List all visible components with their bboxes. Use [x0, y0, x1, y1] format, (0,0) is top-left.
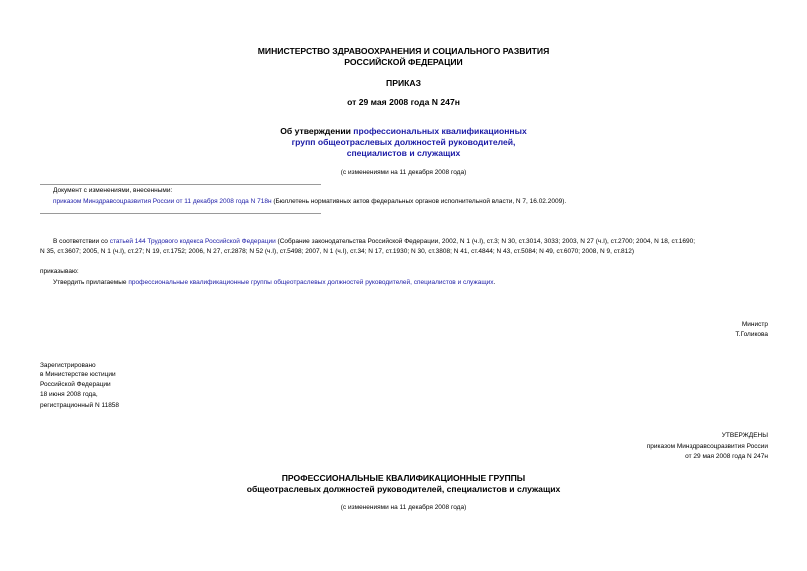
- annex-title-line2: общеотраслевых должностей руководителей, специалистов и служащих: [246, 484, 561, 494]
- approval-stamp-line3: от 29 мая 2008 года N 247н: [685, 453, 768, 460]
- amendment-order-link[interactable]: приказом Минздравсоцразвития России от 11 декабря 2008 года N 718н: [53, 198, 272, 205]
- registration-line4: 18 июня 2008 года,: [40, 391, 98, 398]
- basis-paragraph-line2: N 35, ст.3607; 2005, N 1 (ч.I), ст.27; N 19, ст.1752; 2006, N 27, ст.2878; N 52 (ч.I), ст.5498; 2007, N 1 (ч.I), ст.34; N 17, ст.1930; N 30, ст.3808; N 41, ст.4844; N 43, ст.5084; N 49, ст.6070; 2008, N 9, ст.812): [40, 248, 635, 255]
- document-title: [0, 126, 807, 137]
- basis-paragraph-line1: [53, 237, 695, 248]
- title-prefix: Об утверждении: [280, 126, 354, 136]
- title-link-line3[interactable]: специалистов и служащих: [346, 148, 461, 158]
- amendment-source-text: (Бюллетень нормативных актов федеральных органов исполнительной власти, N 7, 16.02.2009).: [271, 198, 567, 205]
- approve-paragraph: [53, 278, 495, 289]
- amendment-box-reference: [53, 197, 566, 208]
- basis-citation: (Собрание законодательства Российской Федерации, 2002, N 1 (ч.I), ст.3; N 30, ст.3014, 3033; 2003, N 27 (ч.I), ст.2700; 2004, N 18, ст.1690;: [275, 238, 696, 245]
- approval-stamp-line2: приказом Минздравсоцразвития России: [646, 443, 768, 450]
- basis-prefix: В соответствии со: [53, 238, 110, 245]
- order-word: приказываю:: [40, 268, 79, 275]
- signature-name: Т.Голикова: [735, 331, 768, 338]
- approval-stamp-line1: УТВЕРЖДЕНЫ: [721, 432, 768, 439]
- document-date: от 29 мая 2008 года N 247н: [347, 97, 460, 107]
- amendment-box-intro: Документ с изменениями, внесенными:: [53, 187, 173, 194]
- labour-code-link[interactable]: статьей 144 Трудового кодекса Российской Федерации: [109, 238, 276, 245]
- qualification-groups-link[interactable]: профессиональные квалификационные группы общеотраслевых должностей руководителей, специалистов и служащих: [128, 279, 494, 286]
- document-type: ПРИКАЗ: [386, 78, 421, 88]
- approve-suffix: .: [493, 279, 496, 286]
- registration-line2: в Министерстве юстиции: [40, 371, 116, 378]
- registration-line1: Зарегистрировано: [40, 362, 96, 369]
- amendments-note: (с изменениями на 11 декабря 2008 года): [340, 169, 467, 176]
- title-link-line2[interactable]: групп общеотраслевых должностей руководителей,: [291, 137, 516, 147]
- approve-prefix: Утвердить прилагаемые: [53, 279, 129, 286]
- ministry-name-line1: МИНИСТЕРСТВО ЗДРАВООХРАНЕНИЯ И СОЦИАЛЬНОГО РАЗВИТИЯ: [257, 46, 550, 56]
- registration-line5: регистрационный N 11858: [40, 402, 120, 409]
- registration-line3: Российской Федерации: [40, 381, 111, 388]
- signature-position: Министр: [741, 321, 768, 328]
- annex-title-line1: ПРОФЕССИОНАЛЬНЫЕ КВАЛИФИКАЦИОННЫЕ ГРУППЫ: [281, 473, 526, 483]
- ministry-name-line2: РОССИЙСКОЙ ФЕДЕРАЦИИ: [344, 57, 463, 67]
- amendment-box-bottom-rule: [40, 213, 321, 214]
- annex-amendments-note: (с изменениями на 11 декабря 2008 года): [340, 504, 467, 511]
- title-link-line1[interactable]: профессиональных квалификационных: [353, 126, 527, 136]
- amendment-box-top-rule: [40, 184, 321, 185]
